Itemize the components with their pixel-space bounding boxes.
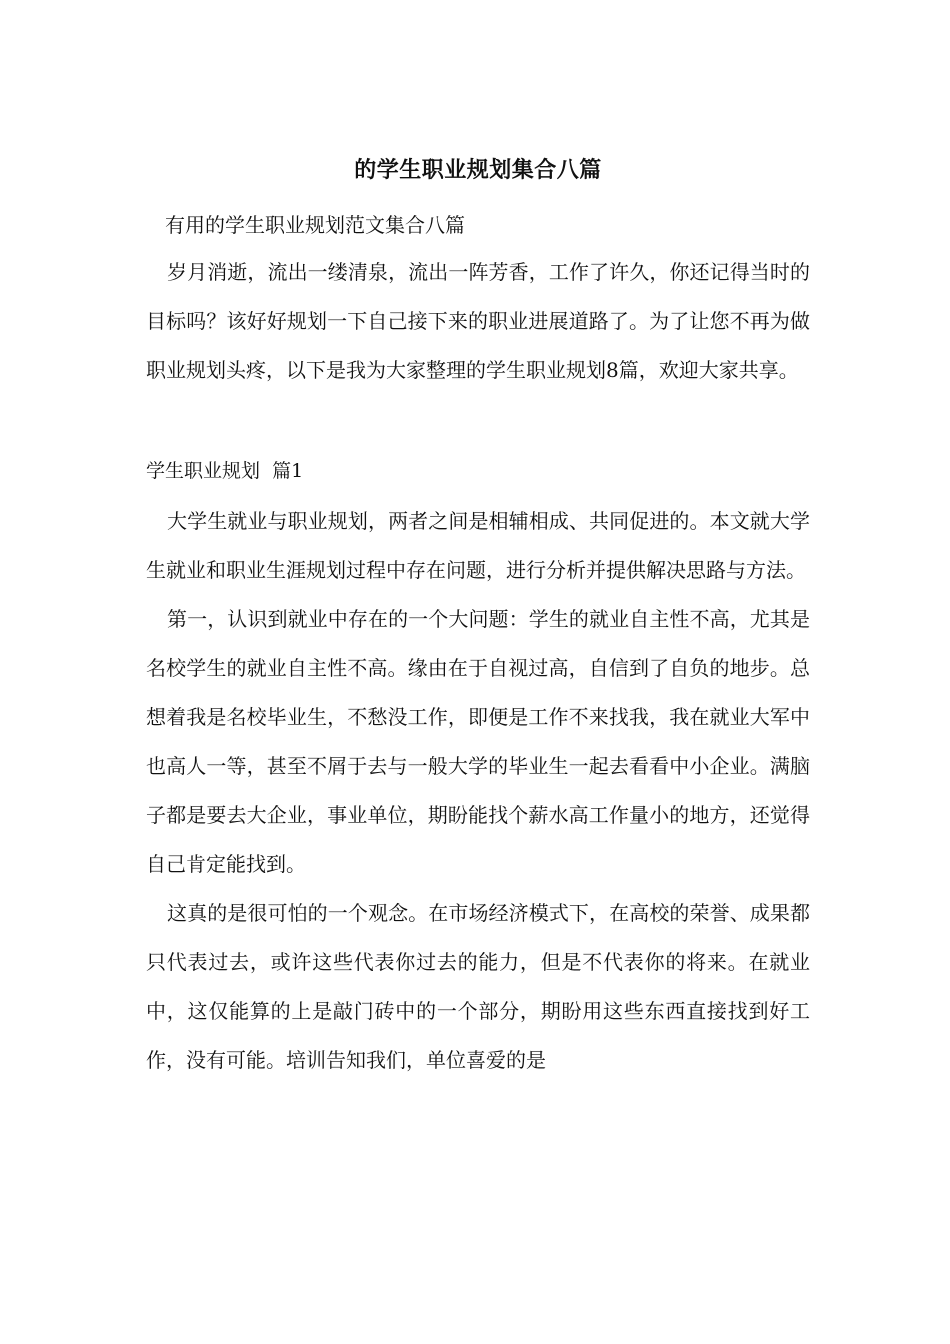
body-paragraph-2: 第一，认识到就业中存在的一个大问题：学生的就业自主性不高，尤其是名校学生的就业自主性不高。缘由在于自视过高，自信到了自负的地步。总想着我是名校毕业生，不愁没工作，即便是工作不来找我，我在就业大军中也高人一等，甚至不屑于去与一般大学的毕业生一起去看看中小企业。满脑子都是要去大企业，事业单位，期盼能找个薪水高工作量小的地方，还觉得自己肯定能找到。 bbox=[146, 607, 810, 876]
body-paragraph-3: 这真的是很可怕的一个观念。在市场经济模式下，在高校的荣誉、成果都只代表过去，或许这些代表你过去的能力，但是不代表你的将来。在就业中，这仅能算的上是敲门砖中的一个部分，期盼用这些东西直接找到好工作，没有可能。培训告知我们，单位喜爱的是 bbox=[146, 901, 810, 1072]
section-heading: 学生职业规划 篇1 bbox=[146, 460, 304, 482]
document-title: 的学生职业规划集合八篇 bbox=[354, 157, 602, 183]
intro-paragraph: 岁月消逝，流出一缕清泉，流出一阵芳香，工作了许久，你还记得当时的目标吗？该好好规划一下自己接下来的职业进展道路了。为了让您不再为做职业规划头疼，以下是我为大家整理的学生职业规划8篇，欢迎大家共享。 bbox=[146, 260, 810, 382]
document-body bbox=[146, 150, 810, 1085]
document-subtitle: 有用的学生职业规划范文集合八篇 bbox=[165, 213, 465, 237]
body-paragraph-1: 大学生就业与职业规划，两者之间是相辅相成、共同促进的。本文就大学生就业和职业生涯规划过程中存在问题，进行分析并提供解决思路与方法。 bbox=[146, 509, 810, 582]
